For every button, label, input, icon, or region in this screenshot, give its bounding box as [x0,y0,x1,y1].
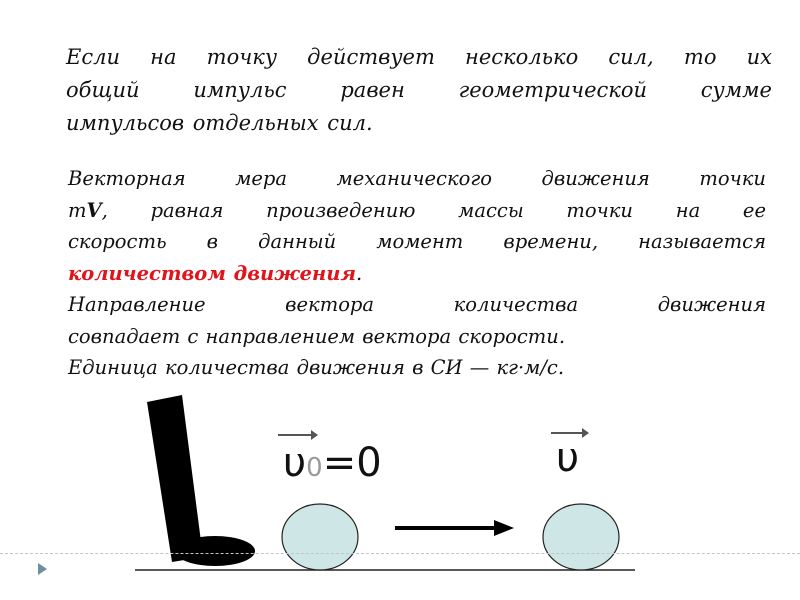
paragraph-momentum-definition [68,163,766,384]
paragraph2-line-7: Единица количества движения в СИ — кг·м/с. [68,356,565,379]
v-vector-arrow [551,432,587,434]
initial-velocity-label [283,440,382,488]
mass-symbol: m [68,198,87,222]
v0-subscript: 0 [306,453,323,483]
paragraph2-line-2 [68,195,766,227]
v0-symbol: υ [283,440,307,486]
ball-at-rest [282,504,358,570]
v0-vector-arrow [278,434,316,436]
motion-arrow-head [494,520,514,536]
paragraph2-line-2-text: , равная произведению массы точки на ее [101,198,766,222]
stick-foot [175,536,255,566]
velocity-vector-symbol: V [86,198,102,222]
paragraph2-line-1: Векторная мера механического движения точки [68,167,766,190]
paragraph-momentum-sum [66,41,772,140]
ball-moving [543,504,619,570]
slide-bullet-icon [38,563,47,575]
v0-value: =0 [322,440,382,486]
paragraph2-line-5: Направление вектора количества движения [68,293,766,316]
paragraph2-line-4 [68,258,766,290]
paragraph1-line-3: импульсов отдельных сил. [66,111,373,135]
velocity-label: υ [556,435,580,481]
footer-divider [0,553,800,554]
paragraph2-line-3: скорость в данный момент времени, называется [68,230,766,253]
paragraph1-line-1: Если на точку действует несколько сил, то их [66,45,772,69]
stick-shape [147,395,203,562]
paragraph2-line-6: совпадает с направлением вектора скорости. [68,324,566,348]
paragraph1-line-2: общий импульс равен геометрической сумме [66,78,772,102]
term-momentum: количеством движения [68,261,356,285]
term-period: . [355,261,363,285]
